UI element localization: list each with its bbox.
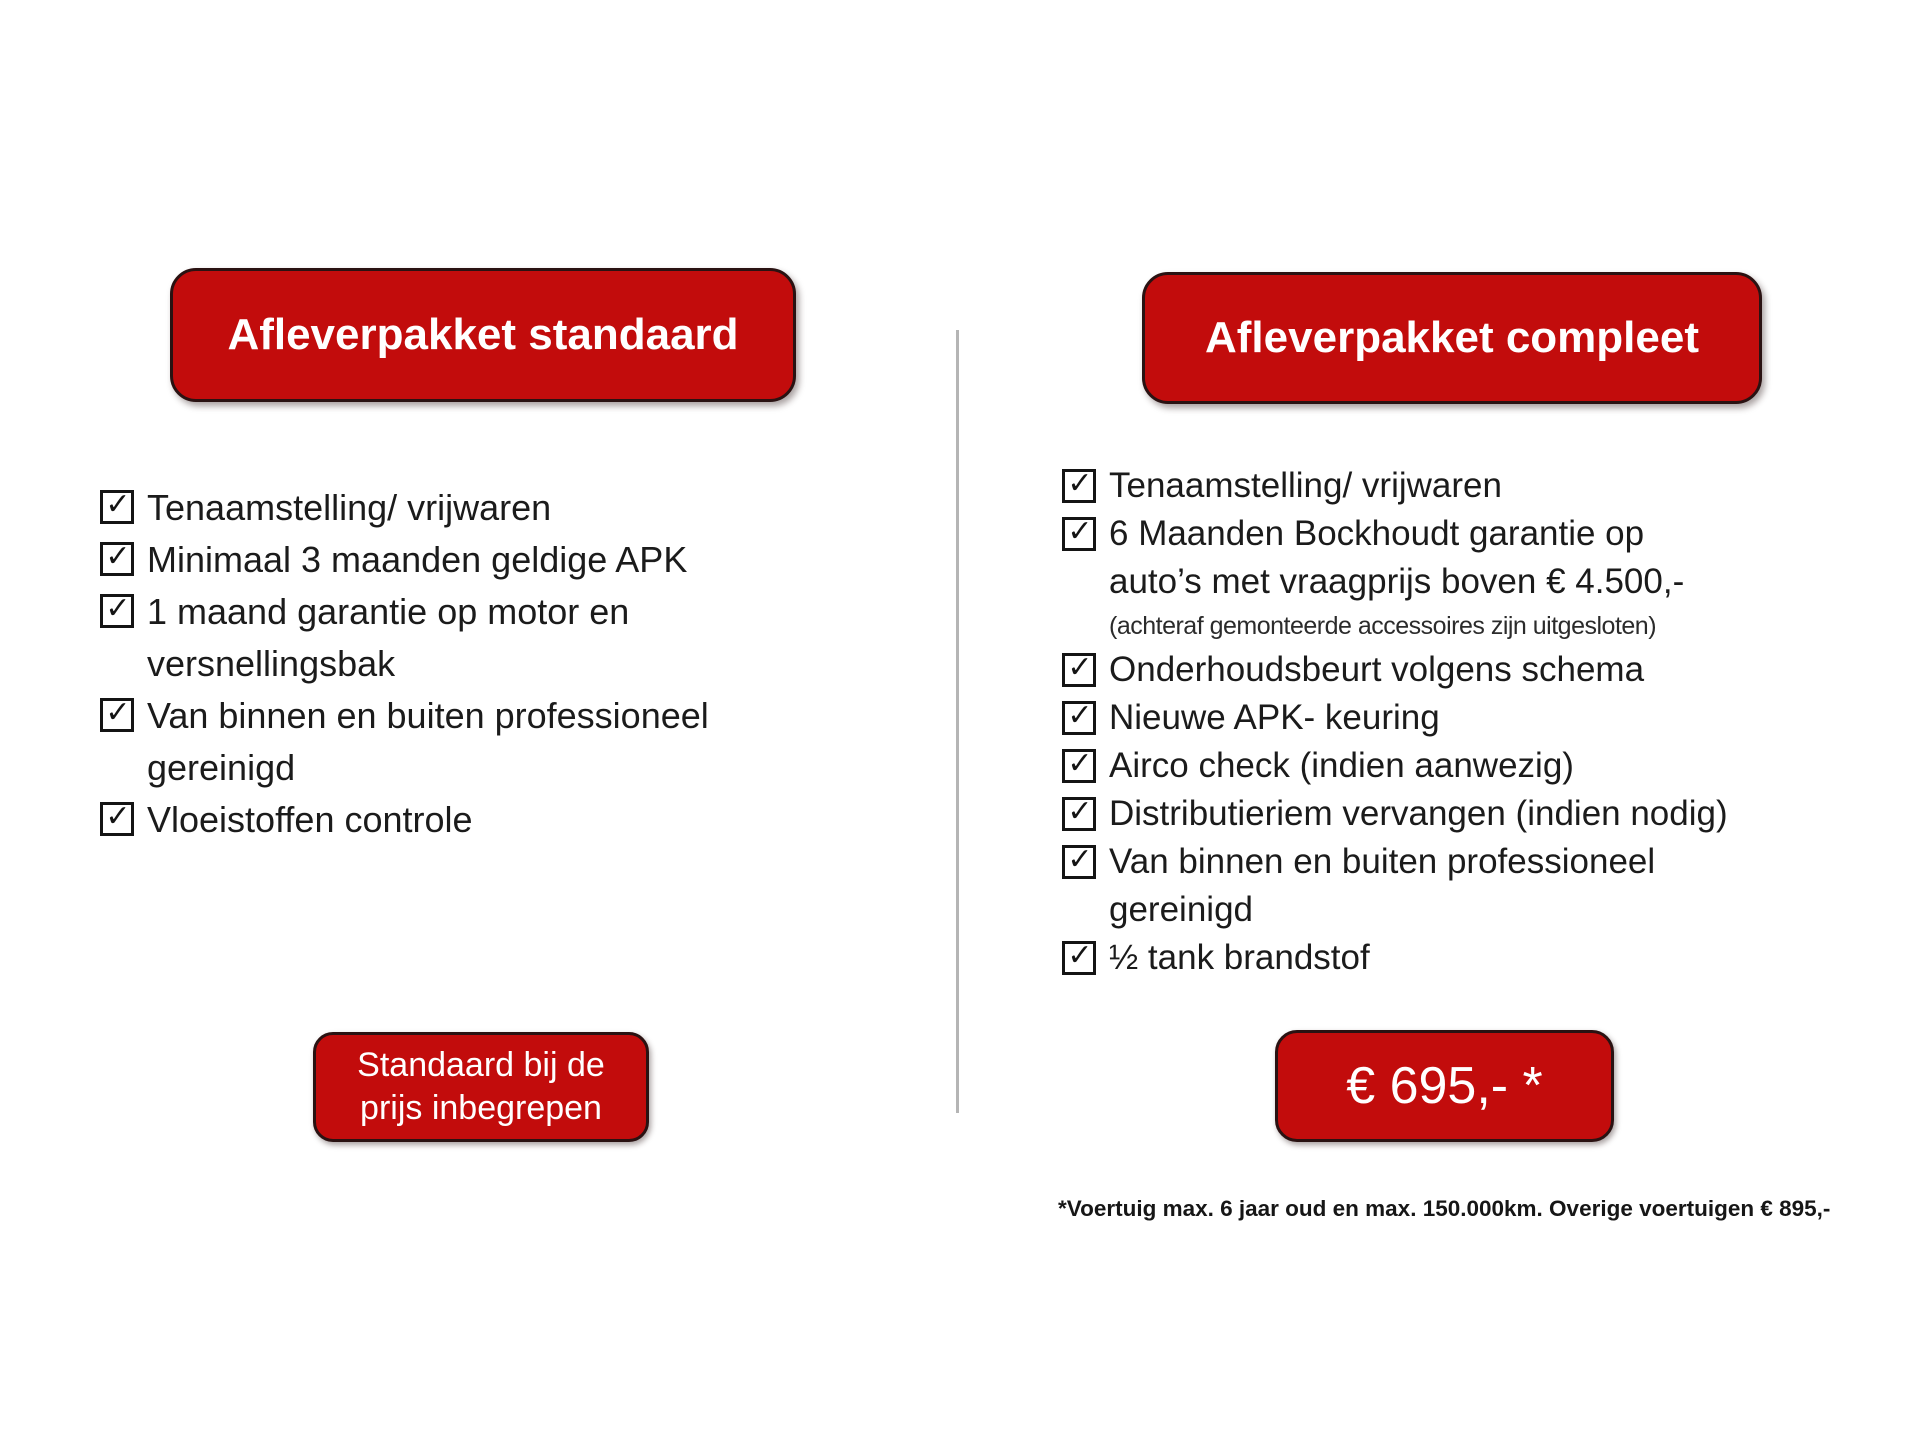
checklist-item-text: Minimaal 3 maanden geldige APK (147, 539, 688, 580)
checkbox-checked-icon: ✓ (1062, 845, 1096, 879)
included-badge (313, 1032, 649, 1142)
checklist-item (1062, 646, 1822, 694)
checklist-item-text: Van binnen en buiten professioneel gereinigd (1109, 842, 1656, 929)
checkbox-checked-icon: ✓ (100, 542, 134, 576)
checklist-item (1062, 694, 1822, 742)
checklist-item (1062, 462, 1822, 510)
included-badge-line1: Standaard bij de (357, 1046, 605, 1084)
checkbox-checked-icon: ✓ (1062, 653, 1096, 687)
checkbox-checked-icon: ✓ (1062, 517, 1096, 551)
included-badge-line2: prijs inbegrepen (360, 1089, 602, 1127)
checklist-item-text: Nieuwe APK- keuring (1109, 698, 1440, 737)
checklist-item (100, 534, 800, 586)
checklist-item-text: Vloeistoffen controle (147, 799, 473, 840)
checklist-item (100, 482, 800, 534)
right-checklist (1062, 462, 1822, 982)
checklist-item-text: ½ tank brandstof (1109, 938, 1370, 977)
checklist-item-text: Tenaamstelling/ vrijwaren (1109, 466, 1502, 505)
checklist-item-note: (achteraf gemonteerde accessoires zijn uitgesloten) (1109, 612, 1657, 640)
checklist-item (1062, 790, 1822, 838)
price-badge (1275, 1030, 1614, 1142)
left-package-title-label: Afleverpakket standaard (227, 310, 739, 359)
checkbox-checked-icon: ✓ (1062, 701, 1096, 735)
checklist-item-text: 1 maand garantie op motor en versnellingsbak (147, 591, 630, 684)
checklist-item (100, 794, 800, 846)
checklist-item-text: 6 Maanden Bockhoudt garantie op auto’s met vraagprijs boven € 4.500,- (achteraf gemonteerde accessoires zijn uitgesloten) (1109, 510, 1822, 646)
checklist-item-text: Airco check (indien aanwezig) (1109, 746, 1574, 785)
checkbox-checked-icon: ✓ (100, 594, 134, 628)
checkbox-checked-icon: ✓ (1062, 941, 1096, 975)
checklist-item (1062, 838, 1822, 934)
checklist-item-text: Onderhoudsbeurt volgens schema (1109, 650, 1645, 689)
checklist-item (1062, 934, 1822, 982)
right-package-title (1142, 272, 1762, 404)
checkbox-checked-icon: ✓ (100, 802, 134, 836)
checklist-item (1062, 742, 1822, 790)
checkbox-checked-icon: ✓ (1062, 749, 1096, 783)
checkbox-checked-icon: ✓ (1062, 469, 1096, 503)
price-badge-label: € 695,- * (1346, 1057, 1543, 1115)
left-checklist (100, 482, 800, 846)
right-package-title-label: Afleverpakket compleet (1205, 313, 1699, 362)
checkbox-checked-icon: ✓ (100, 698, 134, 732)
checklist-item (100, 586, 800, 690)
checkbox-checked-icon: ✓ (100, 490, 134, 524)
left-package-title (170, 268, 796, 402)
checklist-item (100, 690, 800, 794)
checkbox-checked-icon: ✓ (1062, 797, 1096, 831)
checklist-item-text: Distributieriem vervangen (indien nodig) (1109, 794, 1728, 833)
checklist-item (1062, 510, 1822, 646)
checklist-item-text: Tenaamstelling/ vrijwaren (147, 487, 552, 528)
column-divider (956, 330, 959, 1113)
price-footnote: *Voertuig max. 6 jaar oud en max. 150.000km. Overige voertuigen € 895,- (1058, 1196, 1831, 1221)
checklist-item-text: Van binnen en buiten professioneel gereinigd (147, 695, 709, 788)
